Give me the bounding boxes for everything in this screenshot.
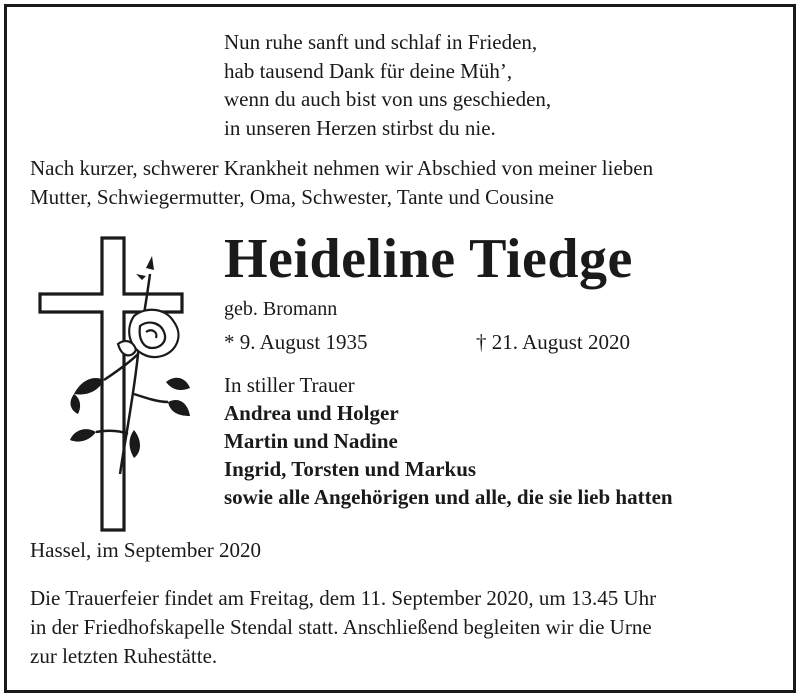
service-line: zur letzten Ruhestätte. [30, 644, 218, 668]
poem-line: hab tausend Dank für deine Müh’, [224, 58, 513, 83]
poem-line: Nun ruhe sanft und schlaf in Frieden, [224, 30, 538, 54]
place-date: Hassel, im September 2020 [30, 538, 261, 562]
birth-name: geb. Bromann [224, 298, 338, 320]
poem-line: wenn du auch bist von uns geschieden, [224, 87, 552, 111]
cross-with-rose-icon [34, 234, 194, 534]
mourner-names: sowie alle Angehörigen und alle, die sie lieb hatten [224, 485, 673, 509]
intro-line: Nach kurzer, schwerer Krankheit nehmen wir Abschied von meiner lieben [30, 156, 654, 180]
service-info [30, 584, 780, 671]
mourner-names: Andrea und Holger [224, 401, 399, 425]
intro-text [30, 154, 770, 211]
mourners-heading: In stiller Trauer [224, 373, 355, 397]
poem-line: in unseren Herzen stirbst du nie. [224, 115, 496, 140]
mourner-names: Ingrid, Torsten und Markus [224, 457, 477, 481]
service-line: in der Friedhofskapelle Stendal statt. Anschließend begleiten wir die Urne [30, 615, 652, 639]
birth-date: * 9. August 1935 [224, 330, 368, 354]
death-date: † 21. August 2020 [476, 330, 631, 354]
deceased-name: Heideline Tiedge [224, 228, 633, 290]
intro-line: Mutter, Schwiegermutter, Oma, Schwester, Tante und Cousine [30, 184, 555, 209]
mourner-names: Martin und Nadine [224, 429, 398, 453]
poem [224, 28, 551, 142]
mourners-block [224, 371, 673, 511]
service-line: Die Trauerfeier findet am Freitag, dem 11. September 2020, um 13.45 Uhr [30, 586, 657, 610]
